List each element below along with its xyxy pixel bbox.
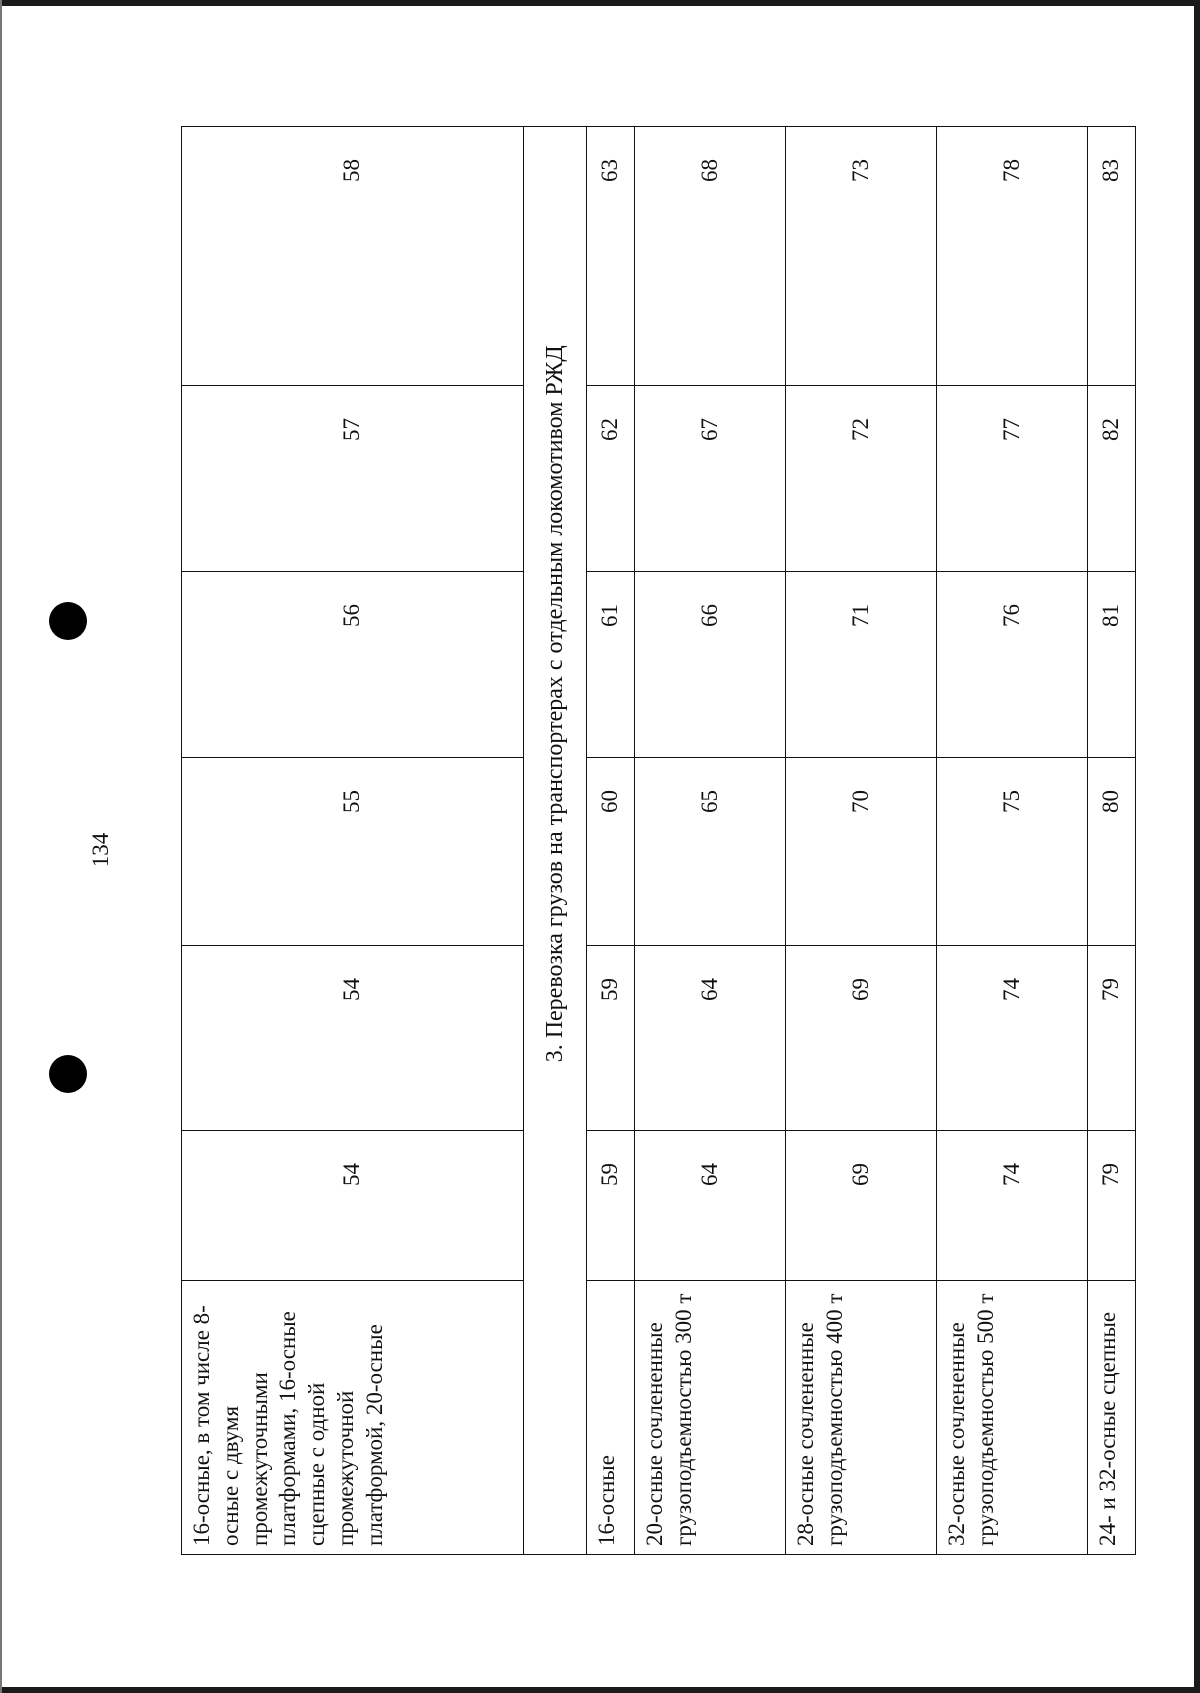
table-cell: 80 [1088,758,1136,946]
table-cell: 63 [587,127,635,386]
table-cell: 72 [786,386,937,572]
scan-edge-bottom [0,1687,1200,1693]
scan-edge-top [0,0,1200,6]
row-label: 32-осные сочлененные грузоподъемностью 500 т [937,1281,1088,1555]
table-cell: 59 [587,946,635,1131]
table-cell: 78 [937,127,1088,386]
section-row [524,127,587,1555]
table-cell: 56 [182,572,524,758]
row-label: 24- и 32-осные сцепные [1088,1281,1136,1555]
table-cell: 54 [182,1131,524,1281]
table-cell: 74 [937,1131,1088,1281]
tariff-table [181,126,1136,1555]
punch-hole [49,1055,87,1093]
table-cell: 81 [1088,572,1136,758]
table-cell: 59 [587,1131,635,1281]
table-cell: 70 [786,758,937,946]
table-cell: 79 [1088,1131,1136,1281]
punch-hole [49,602,87,640]
table-row [587,127,635,1555]
table-cell: 74 [937,946,1088,1131]
table-cell: 66 [635,572,786,758]
table-cell: 82 [1088,386,1136,572]
table-cell: 54 [182,946,524,1131]
scan-edge-right [1194,0,1200,1693]
table-cell: 83 [1088,127,1136,386]
row-label: 16-осные, в том числе 8-осные с двумя промежуточными платформами, 16-осные сцепные с одной промежуточной платформой, 20-осные [182,1281,524,1555]
row-label: 20-осные сочлененные грузоподъемностью 300 т [635,1281,786,1555]
table-cell: 69 [786,1131,937,1281]
table-cell: 75 [937,758,1088,946]
table-cell: 60 [587,758,635,946]
scan-edge-left [0,0,2,1693]
table-cell: 73 [786,127,937,386]
section-heading: 3. Перевозка грузов на транспортерах с отдельным локомотивом РЖД [524,127,587,1281]
table-cell: 71 [786,572,937,758]
row-label: 16-осные [587,1281,635,1555]
table-row [937,127,1088,1555]
table-cell: 58 [182,127,524,386]
table-row [786,127,937,1555]
table-cell: 67 [635,386,786,572]
table-cell: 64 [635,946,786,1131]
row-label: 28-осные сочлененные грузоподъемностью 400 т [786,1281,937,1555]
table-cell: 65 [635,758,786,946]
table-cell: 79 [1088,946,1136,1131]
table-row [182,127,524,1555]
table-cell: 64 [635,1131,786,1281]
table-cell: 77 [937,386,1088,572]
section-spacer [524,1281,587,1555]
table-cell: 68 [635,127,786,386]
table-cell: 55 [182,758,524,946]
table-cell: 61 [587,572,635,758]
table-cell: 76 [937,572,1088,758]
table-cell: 57 [182,386,524,572]
table-row [635,127,786,1555]
table-cell: 62 [587,386,635,572]
table-row [1088,127,1136,1555]
table-cell: 69 [786,946,937,1131]
page-number: 134 [88,832,113,868]
